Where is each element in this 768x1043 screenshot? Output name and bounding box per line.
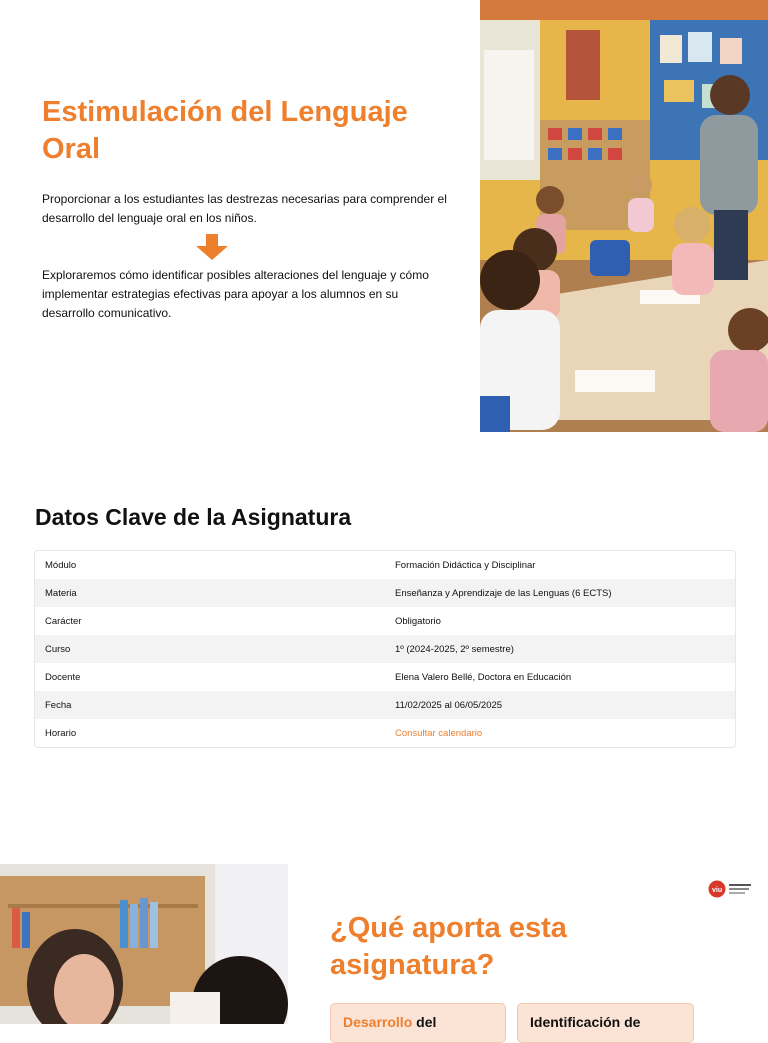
calendar-link[interactable]: Consultar calendario (395, 727, 483, 739)
viu-logo-icon (708, 880, 754, 898)
arrow-down-icon (196, 234, 228, 260)
teacher-illustration (0, 864, 288, 1024)
row-label: Docente (45, 671, 81, 683)
hero-section (0, 0, 768, 432)
row-label: Curso (45, 643, 71, 655)
row-label: Módulo (45, 559, 77, 571)
card-text: Identificación de (530, 1014, 641, 1030)
row-label: Fecha (45, 699, 72, 711)
row-value: Obligatorio (395, 615, 441, 627)
row-label: Carácter (45, 615, 82, 627)
logo-text: viu (712, 887, 723, 894)
hero-paragraph-1: Proporcionar a los estudiantes las destrezas necesarias para comprender el desarrollo del lenguaje oral en los niños. (42, 192, 447, 225)
row-value: 1º (2024-2025, 2º semestre) (395, 643, 514, 655)
table-row (35, 663, 735, 691)
key-data-table (34, 550, 736, 748)
table-row (35, 551, 735, 579)
teacher-student-photo (0, 864, 288, 1024)
classroom-illustration (480, 0, 768, 432)
row-value: Formación Didáctica y Disciplinar (395, 559, 536, 571)
university-logo (708, 880, 754, 898)
row-label: Materia (45, 587, 77, 599)
table-row (35, 579, 735, 607)
table-row (35, 691, 735, 719)
key-data-title: Datos Clave de la Asignatura (35, 504, 352, 530)
classroom-photo (480, 0, 768, 432)
card-accent-text: Desarrollo (343, 1014, 413, 1030)
benefit-card (517, 1003, 694, 1043)
hero-paragraph-2: Exploraremos cómo identificar posibles alteraciones del lenguaje y cómo implementar estrategias efectivas para apoyar a los alumnos en su desarrollo comunicativo. (42, 268, 429, 320)
card-text: del (412, 1014, 437, 1030)
row-label: Horario (45, 727, 77, 739)
table-row (35, 607, 735, 635)
hero-title: Estimulación del Lenguaje Oral (42, 96, 408, 165)
benefit-card (330, 1003, 506, 1043)
row-value: 11/02/2025 al 06/05/2025 (395, 699, 503, 711)
row-value: Elena Valero Bellé, Doctora en Educación (395, 671, 572, 683)
row-value: Enseñanza y Aprendizaje de las Lenguas (6 ECTS) (395, 587, 612, 599)
hero-text (42, 94, 452, 323)
table-row (35, 719, 735, 747)
table-row (35, 635, 735, 663)
section-title: ¿Qué aporta esta asignatura? (330, 912, 567, 981)
